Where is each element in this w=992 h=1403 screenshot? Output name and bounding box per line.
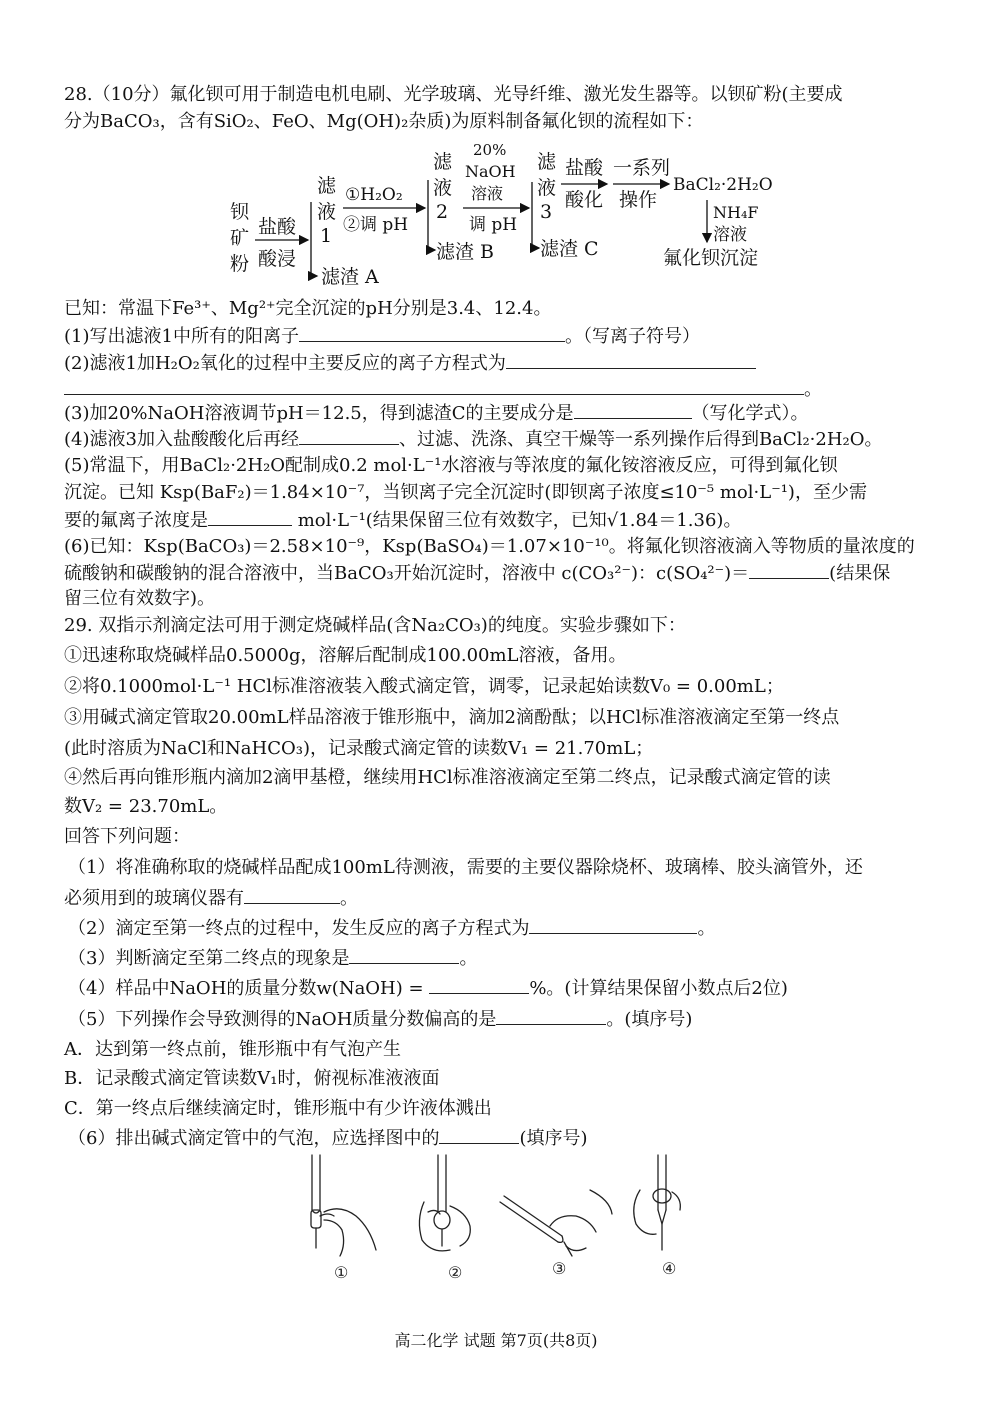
q28-part2-cont — [64, 378, 822, 401]
page-footer: 高二化学 试题 第7页(共8页) — [394, 1331, 598, 1350]
flowchart-diagram — [225, 142, 785, 292]
answer-blank[interactable] — [244, 887, 340, 904]
q28-part5-line3 — [64, 509, 741, 532]
q29-option-a: A．达到第一终点前，锥形瓶中有气泡产生 — [64, 1039, 401, 1060]
residue-a: 滤渣 A — [321, 266, 379, 288]
answer-blank[interactable] — [64, 378, 804, 395]
final-product: 氟化钡沉淀 — [663, 247, 759, 269]
answer-blank[interactable] — [349, 947, 459, 964]
a5-end: 。(填序号) — [606, 1009, 693, 1030]
step3-bottom: 调 pH — [469, 215, 518, 235]
fig-label-1: ① — [334, 1263, 349, 1282]
filtrate2-3: 2 — [436, 201, 449, 223]
part5-end: mol·L⁻¹(结果保留三位有效数字，已知√1.84＝1.36)。 — [297, 510, 742, 531]
step3-top-1: 20% — [473, 142, 507, 159]
q28-part2 — [64, 352, 756, 375]
a2-text: （2）滴定至第一终点的过程中，发生反应的离子方程式为 — [68, 918, 530, 939]
answer-blank[interactable] — [496, 1008, 606, 1025]
a6-text: （6）排出碱式滴定管中的气泡，应选择图中的 — [68, 1128, 440, 1149]
q29-step3-line1: ③用碱式滴定管取20.00mL样品溶液于锥形瓶中，滴加2滴酚酞；以HCl标准溶液滴定至第一终点 — [64, 707, 840, 728]
q29-answer-intro: 回答下列问题： — [64, 826, 190, 847]
part4-text: (4)滤液3加入盐酸酸化后再经 — [64, 429, 299, 450]
step3-top-3: 溶液 — [471, 184, 504, 203]
q29-a5 — [68, 1008, 692, 1031]
part2-end: 。 — [804, 379, 822, 400]
q28-known: 已知：常温下Fe³⁺、Mg²⁺完全沉淀的pH分别是3.4、12.4。 — [64, 298, 552, 319]
q29-a4 — [68, 977, 788, 1000]
q28-intro-line1: 28.（10分）氟化钡可用于制造电机电刷、光学玻璃、光导纤维、激光发生器等。以钡矿粉(主要成 — [64, 84, 843, 105]
q28-part4 — [64, 428, 883, 451]
q29-a6 — [68, 1127, 588, 1150]
step4-bottom: 酸化 — [565, 189, 604, 211]
fig-label-3: ③ — [552, 1259, 567, 1278]
part1-text: (1)写出滤液1中所有的阳离子 — [64, 326, 299, 347]
fig-label-4: ④ — [662, 1259, 677, 1278]
raw-char-2: 矿 — [230, 227, 250, 249]
step1-top: 盐酸 — [258, 216, 297, 238]
burette-figure-1 — [311, 1155, 376, 1256]
a6-end: (填序号) — [519, 1128, 588, 1149]
residue-c: 滤渣 C — [540, 238, 599, 260]
answer-blank[interactable] — [299, 325, 565, 342]
reagent-1: NH₄F — [713, 203, 759, 222]
q29-option-b: B．记录酸式滴定管读数V₁时，俯视标准液液面 — [64, 1068, 440, 1089]
q29-step2: ②将0.1000mol·L⁻¹ HCl标准溶液装入酸式滴定管，调零，记录起始读数V₀ = 0.00mL； — [64, 676, 784, 697]
q28-part5-line2: 沉淀。已知 Ksp(BaF₂)＝1.84×10⁻⁷，当钡离子完全沉淀时(即钡离子浓度≤10⁻⁵ mol·L⁻¹)，至少需 — [64, 482, 867, 503]
burette-figure-2 — [419, 1155, 470, 1251]
burette-figures — [290, 1150, 710, 1285]
q29-intro: 29. 双指示剂滴定法可用于测定烧碱样品(含Na₂CO₃)的纯度。实验步骤如下： — [64, 615, 686, 636]
a3-end: 。 — [459, 948, 478, 969]
step2-top: ①H₂O₂ — [345, 185, 403, 205]
q28-part6-line3: 留三位有效数字)。 — [64, 588, 216, 609]
q28-part1 — [64, 325, 700, 348]
filtrate3-2: 液 — [537, 177, 557, 199]
answer-blank[interactable] — [299, 428, 399, 445]
q29-step3-line2: (此时溶质为NaCl和NaHCO₃)，记录酸式滴定管的读数V₁ = 21.70mL； — [64, 738, 654, 759]
filtrate3-3: 3 — [540, 201, 553, 223]
part3-end: （写化学式）。 — [691, 403, 809, 424]
a4-end: %。(计算结果保留小数点后2位) — [529, 978, 788, 999]
part4-end: 、过滤、洗涤、真空干燥等一系列操作后得到BaCl₂·2H₂O。 — [398, 429, 883, 450]
part6-text: 硫酸钠和碳酸钠的混合溶液中，当BaCO₃开始沉淀时，溶液中 c(CO₃²⁻)：c(SO₄²⁻)＝ — [64, 563, 750, 584]
step5-bottom: 操作 — [619, 189, 658, 211]
burette-figure-3 — [500, 1190, 612, 1256]
a4-text: （4）样品中NaOH的质量分数w(NaOH) = — [68, 978, 424, 999]
answer-blank[interactable] — [749, 562, 829, 579]
step1-bottom: 酸浸 — [258, 248, 297, 270]
answer-blank[interactable] — [506, 352, 756, 369]
q28-part3 — [64, 402, 809, 425]
q29-a1-line2 — [64, 887, 358, 910]
filtrate1-3: 1 — [320, 225, 333, 247]
part5-text: 要的氟离子浓度是 — [64, 510, 208, 531]
q28-intro-line2: 分为BaCO₃，含有SiO₂、FeO、Mg(OH)₂杂质)为原料制备氟化钡的流程如下： — [64, 111, 704, 132]
q28-part6-line1: (6)已知：Ksp(BaCO₃)＝2.58×10⁻⁹，Ksp(BaSO₄)＝1.07×10⁻¹⁰。将氟化钡溶液滴入等物质的量浓度的 — [64, 536, 915, 557]
answer-blank[interactable] — [208, 509, 292, 526]
q29-option-c: C．第一终点后继续滴定时，锥形瓶中有少许液体溅出 — [64, 1098, 492, 1119]
product: BaCl₂·2H₂O — [673, 175, 773, 195]
q28-part5-line1: (5)常温下，用BaCl₂·2H₂O配制成0.2 mol·L⁻¹水溶液与等浓度的氟化铵溶液反应，可得到氟化钡 — [64, 455, 838, 476]
q29-step4-line2: 数V₂ = 23.70mL。 — [64, 796, 228, 817]
answer-blank[interactable] — [574, 402, 692, 419]
step3-top-2: NaOH — [465, 162, 516, 181]
q29-a2 — [68, 917, 715, 940]
step5-top: 一系列 — [613, 157, 671, 179]
answer-blank[interactable] — [429, 977, 529, 994]
part3-text: (3)加20%NaOH溶液调节pH＝12.5，得到滤渣C的主要成分是 — [64, 403, 574, 424]
residue-b: 滤渣 B — [436, 241, 495, 263]
answer-blank[interactable] — [529, 917, 697, 934]
q29-a1-line1: （1）将准确称取的烧碱样品配成100mL待测液，需要的主要仪器除烧杯、玻璃棒、胶头滴管外，还 — [68, 857, 863, 878]
reagent-2: 溶液 — [713, 225, 747, 245]
raw-char-1: 钡 — [230, 201, 250, 223]
q29-a3 — [68, 947, 477, 970]
filtrate1-2: 液 — [317, 201, 337, 223]
filtrate3-1: 滤 — [537, 151, 557, 173]
q28-part6-line2 — [64, 562, 890, 585]
a1-end: 。 — [340, 888, 358, 909]
part2-text: (2)滤液1加H₂O₂氧化的过程中主要反应的离子方程式为 — [64, 353, 506, 374]
filtrate2-2: 液 — [433, 177, 453, 199]
part6-end: (结果保 — [829, 563, 891, 584]
step4-top: 盐酸 — [565, 157, 604, 179]
filtrate1-1: 滤 — [317, 175, 337, 197]
answer-blank[interactable] — [439, 1127, 519, 1144]
q29-step1: ①迅速称取烧碱样品0.5000g，溶解后配制成100.00mL溶液，备用。 — [64, 645, 627, 666]
fig-label-2: ② — [448, 1263, 463, 1282]
q29-step4-line1: ④然后再向锥形瓶内滴加2滴甲基橙，继续用HCl标准溶液滴定至第二终点，记录酸式滴定管的读 — [64, 767, 831, 788]
part1-end: 。（写离子符号） — [564, 326, 700, 347]
a1-text: 必须用到的玻璃仪器有 — [64, 888, 244, 909]
a5-text: （5）下列操作会导致测得的NaOH质量分数偏高的是 — [68, 1009, 497, 1030]
a2-end: 。 — [697, 918, 716, 939]
a3-text: （3）判断滴定至第二终点的现象是 — [68, 948, 350, 969]
filtrate2-1: 滤 — [433, 151, 453, 173]
raw-char-3: 粉 — [230, 253, 250, 275]
burette-figure-4 — [634, 1155, 681, 1250]
step2-bottom: ②调 pH — [343, 215, 409, 235]
